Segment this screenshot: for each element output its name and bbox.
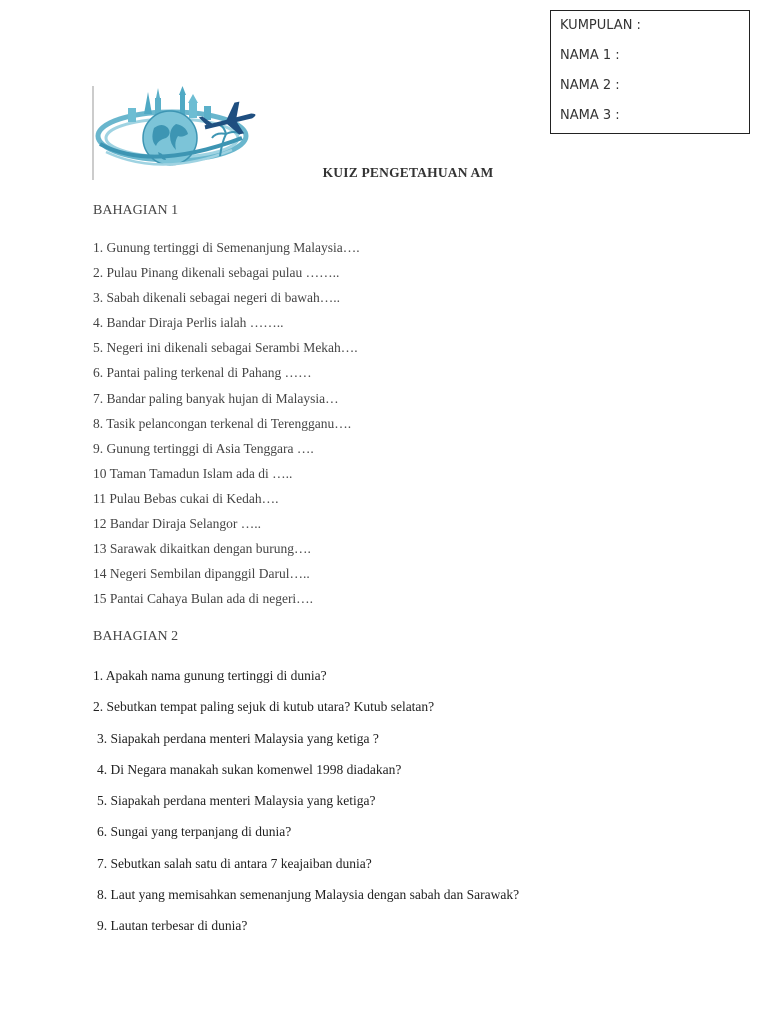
nama-1-label: NAMA 1 : [560, 48, 620, 63]
list-item: 5. Negeri ini dikenali sebagai Serambi Mekah…. [93, 340, 358, 356]
section-1-list [93, 238, 360, 614]
section-2-list [93, 665, 519, 947]
list-item: 7. Bandar paling banyak hujan di Malaysia… [93, 390, 339, 406]
list-item: 14 Negeri Sembilan dipanggil Darul….. [93, 566, 310, 582]
page-title: KUIZ PENGETAHUAN AM [322, 165, 494, 180]
list-item: 9. Lautan terbesar di dunia? [97, 918, 248, 934]
list-item: 8. Laut yang memisahkan semenanjung Malaysia dengan sabah dan Sarawak? [97, 887, 520, 903]
list-item: 8. Tasik pelancongan terkenal di Terengganu…. [93, 415, 352, 431]
list-item: 12 Bandar Diraja Selangor ….. [93, 516, 261, 532]
section-1-heading: BAHAGIAN 1 [93, 203, 179, 218]
section-2-heading: BAHAGIAN 2 [93, 629, 179, 644]
list-item: 6. Pantai paling terkenal di Pahang …… [93, 365, 312, 381]
list-item: 4. Di Negara manakah sukan komenwel 1998 diadakan? [97, 761, 402, 777]
list-item: 9. Gunung tertinggi di Asia Tenggara …. [93, 440, 314, 456]
list-item: 11 Pulau Bebas cukai di Kedah…. [93, 490, 279, 506]
list-item: 15 Pantai Cahaya Bulan ada di negeri…. [93, 591, 314, 607]
nama-3-label: NAMA 3 : [560, 108, 620, 123]
nama-2-label: NAMA 2 : [560, 78, 620, 93]
list-item: 1. Gunung tertinggi di Semenanjung Malaysia…. [93, 240, 360, 255]
list-item: 5. Siapakah perdana menteri Malaysia yang ketiga? [97, 793, 376, 809]
list-item: 7. Sebutkan salah satu di antara 7 keajaiban dunia? [97, 855, 372, 871]
list-item: 1. Apakah nama gunung tertinggi di dunia? [93, 668, 327, 683]
list-item: 6. Sungai yang terpanjang di dunia? [97, 824, 292, 840]
list-item: 2. Pulau Pinang dikenali sebagai pulau …….. [93, 265, 340, 281]
list-item: 4. Bandar Diraja Perlis ialah …….. [93, 315, 284, 331]
list-item: 13 Sarawak dikaitkan dengan burung…. [93, 541, 311, 557]
list-item: 2. Sebutkan tempat paling sejuk di kutub utara? Kutub selatan? [93, 699, 435, 715]
list-item: 3. Sabah dikenali sebagai negeri di bawah….. [93, 290, 341, 306]
group-info-box [550, 10, 750, 134]
list-item: 10 Taman Tamadun Islam ada di ….. [93, 465, 293, 481]
list-item: 3. Siapakah perdana menteri Malaysia yang ketiga ? [97, 730, 379, 746]
kumpulan-label: KUMPULAN : [560, 18, 641, 33]
